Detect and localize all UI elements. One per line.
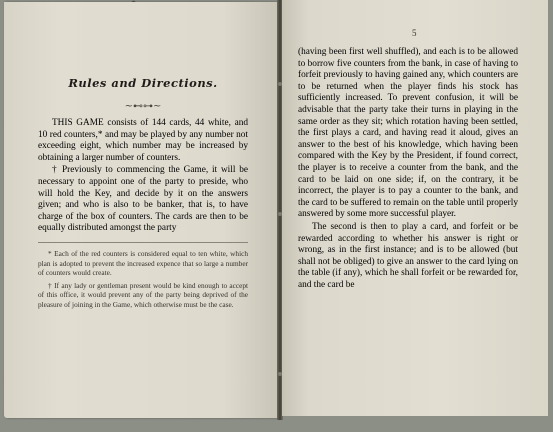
rules-paragraph-2: † Previously to commencing the Game, it will be necessary to appoint one of the party to preside, who will hold the Key, and decide by it on the answers given; and who is also to be banker, that is, to have charge of the box of counters. The cards are then to be equally distributed amongst the party <box>38 165 248 234</box>
left-page-text <box>38 76 248 313</box>
ornament-divider: ~⊷⊶~ <box>124 101 162 112</box>
footnote-rule <box>38 242 248 243</box>
footnote-1: * Each of the red counters is considered equal to ten white, which plan is adopted to prevent the increased expence that so large a number of counters would create. <box>38 248 248 278</box>
page-number: 5 <box>412 28 417 38</box>
page-heading: Rules and Directions. <box>68 76 218 90</box>
rules-paragraph-3: (having been first well shuffled), and each is to be allowed to borrow five counters from the bank, in case of having to forfeit previously to having gained any, which counters are to be returned when the player finds his stock has sufficiently increased. To prevent confusion, it will be advisable that the party take their turns in playing in the same order as they sit; which rotation having been settled, the first plays a card, and having read it aloud, gives an answer to the best of his knowledge, which having been compared with the Key by the President, if found correct, the player is to receive a counter from the bank, and the card to be laid on one side; if, on the contrary, it be incorrect, the player is to pay a counter to the bank, and the card to be suffered to remain on the table until properly answered by some more successful player. <box>298 47 518 220</box>
footnote-2: † If any lady or gentleman present would be kind enough to accept of this office, it would prevent any of the party being deprived of the pleasure of joining in the Game, which otherwise must be the case. <box>38 280 248 309</box>
rules-paragraph-4: The second is then to play a card, and forfeit or be rewarded according to whether his answer is right or wrong, as in the first instance; and is to be allowed (but shall not be obliged) to give an answer to the card lying on the table (if any), which he shall forfeit or be rewarded for, and the card be <box>298 221 518 290</box>
rules-paragraph-1: THIS GAME consists of 144 cards, 44 white, and 10 red counters,* and may be played by any number not exceeding eight, which number may be increased by obtaining a larger number of counters. <box>38 118 248 163</box>
right-page-text <box>298 47 518 291</box>
